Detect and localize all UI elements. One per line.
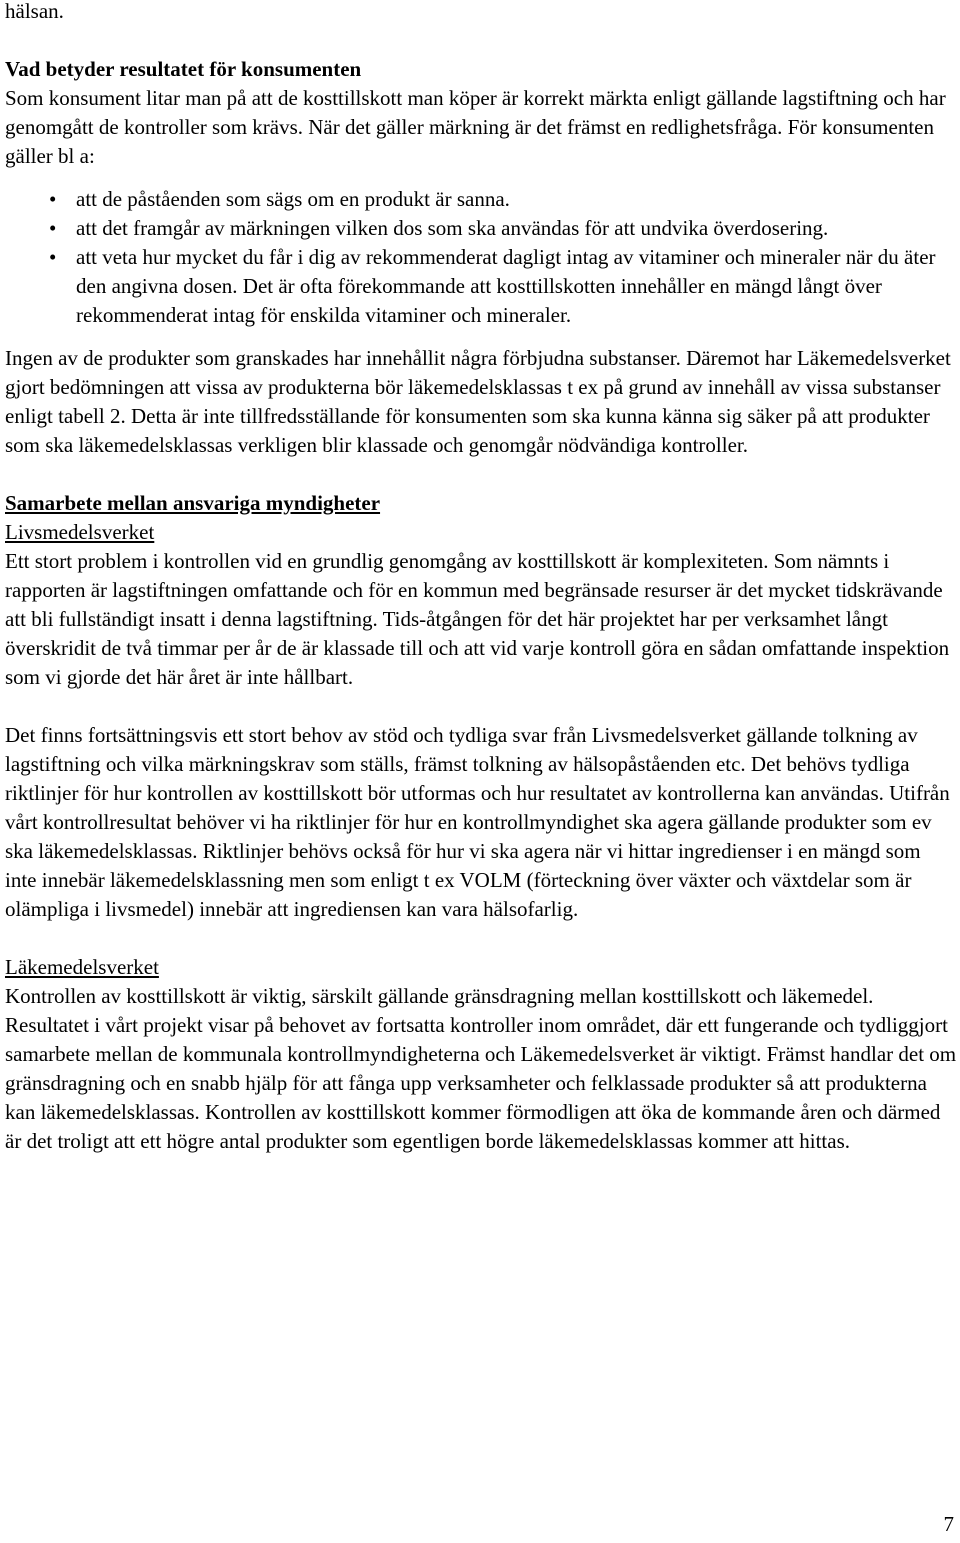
bullet-icon: • [49,187,57,211]
subheading-livsmedelsverket: Livsmedelsverket [5,520,155,544]
section-heading-consumer: Vad betyder resultatet för konsumenten [5,57,362,81]
bullet-icon: • [49,245,57,269]
subheading-lakemedelsverket: Läkemedelsverket [5,955,159,979]
page-number: 7 [943,1512,954,1536]
list-item-text: att det framgår av märkningen vilken dos som ska användas för att undvika överdosering. [76,216,829,240]
consumer-bullet-list [5,185,957,330]
consumer-paragraph-2: Ingen av de produkter som granskades har innehållit några förbjudna substanser. Däremot har Läkemedelsverket gjort bedömningen att vissa av produkterna bör läkemedelsklassas t ex på grund av innehåll av vissa substanser enligt tabell 2. Detta är inte tillfredsställande för konsumenten som ska kunna känna sig säker på att produkter som ska läkemedelsklassas verkligen blir klassade och genomgår nödvändiga kontroller. [5,346,951,457]
consumer-paragraph: Som konsument litar man på att de kosttillskott man köper är korrekt märkta enligt gällande lagstiftning och har genomgått de kontroller som krävs. När det gäller märkning är det främst en redlighetsfråga. För konsumenten gäller bl a: [5,86,946,168]
spacer [5,26,957,55]
spacer [5,692,957,721]
list-item-text: att veta hur mycket du får i dig av rekommenderat dagligt intag av vitaminer och mineraler när du äter den angivna dosen. Det är ofta förekommande att kosttillskotten innehåller en mängd långt över rekommenderat intag för enskilda vitaminer och mineraler. [76,245,936,327]
spacer [5,330,957,344]
list-item [5,243,957,330]
livsmedelsverket-paragraph-2: Det finns fortsättningsvis ett stort behov av stöd och tydliga svar från Livsmedelsverket gällande tolkning av lagstiftning och vilka märkningskrav som ställs, främst tolkning av hälsopåståenden etc. Det behövs tydliga riktlinjer för hur kontrollen av kosttillskott bör utformas och hur resultatet av kontrollerna kan användas. Utifrån vårt kontrollresultat behöver vi ha riktlinjer för hur en kontrollmyndighet ska agera gällande produkter som ev ska läkemedelsklassas. Riktlinjer behövs också för hur vi ska agera när vi hittar ingredienser i en mängd som inte innebär läkemedelsklassning men som enligt t ex VOLM (förteckning över växter och växtdelar som är olämpliga i livsmedel) innebär att ingrediensen kan vara hälsofarlig. [5,723,950,921]
spacer [5,171,957,185]
spacer [5,924,957,953]
list-item [5,185,957,214]
intro-fragment: hälsan. [5,0,64,23]
spacer [5,460,957,489]
section-heading-cooperation: Samarbete mellan ansvariga myndigheter [5,491,381,515]
list-item-text: att de påståenden som sägs om en produkt är sanna. [76,187,510,211]
list-item [5,214,957,243]
bullet-icon: • [49,216,57,240]
livsmedelsverket-paragraph-1: Ett stort problem i kontrollen vid en grundlig genomgång av kosttillskott är komplexiteten. Som nämnts i rapporten är lagstiftningen omfattande och för en kommun med begränsade resurser är det mycket tidskrävande att bli fullständigt insatt i denna lagstiftning. Tids-åtgången för det här projektet har per verksamhet långt överskridit de två timmar per år de är klassade till och att vid varje kontroll göra en sådan omfattande inspektion som vi gjorde det här året är inte hållbart. [5,549,950,689]
document-page [5,0,957,1156]
lakemedelsverket-paragraph: Kontrollen av kosttillskott är viktig, särskilt gällande gränsdragning mellan kosttillskott och läkemedel. Resultatet i vårt projekt visar på behovet av fortsatta kontroller inom området, där ett fungerande och tydliggjort samarbete mellan de kommunala kontrollmyndigheterna och Läkemedelsverket är viktigt. Främst handlar det om gränsdragning och en snabb hjälp för att fånga upp verksamheter och felklassade produkter så att produkterna kan läkemedelsklassas. Kontrollen av kosttillskott kommer förmodligen att öka de kommande åren och därmed är det troligt att ett högre antal produkter som egentligen borde läkemedelsklassas kommer att hittas. [5,984,957,1153]
